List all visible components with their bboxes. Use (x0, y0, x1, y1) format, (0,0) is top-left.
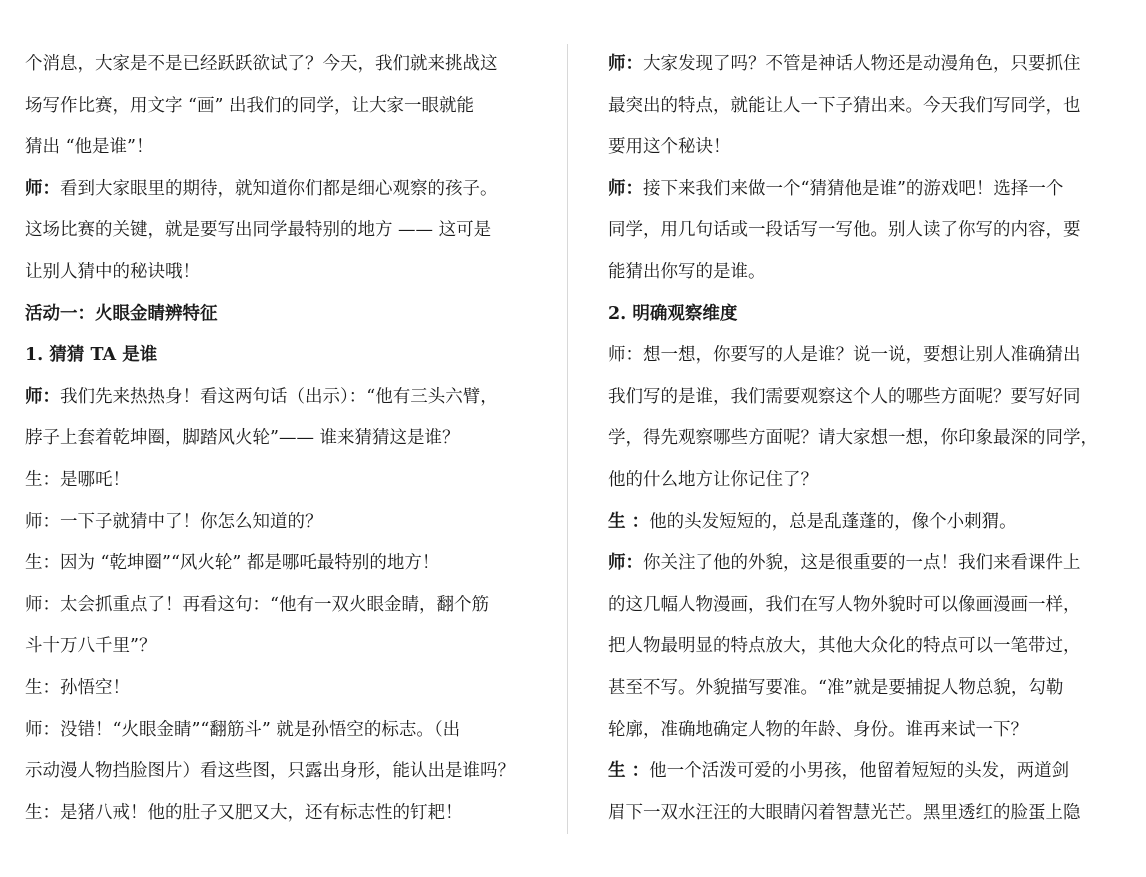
text-line (25, 626, 528, 668)
line-text: 场写作比赛，用文字 “画” 出我们的同学，让大家一眼就能 (25, 95, 475, 116)
line-text: 脖子上套着乾坤圈，脚踏风火轮”—— 谁来猜猜这是谁？ (25, 428, 460, 449)
line-text: 甚至不写。外貌描写要准。“准”就是要捕捉人物总貌，勾勒 (608, 677, 1064, 698)
text-line (25, 502, 528, 544)
line-text: 轮廓，准确地确定人物的年龄、身份。谁再来试一下？ (608, 719, 1028, 740)
line-text: 最突出的特点，就能让人一下子猜出来。今天我们写同学，也 (608, 95, 1081, 116)
text-line (608, 127, 1110, 169)
line-text: 生：是哪吒！ (25, 469, 130, 490)
text-line (25, 86, 528, 128)
text-line (25, 793, 528, 835)
text-line (608, 210, 1110, 252)
line-text: 把人物最明显的特点放大，其他大众化的特点可以一笔带过， (608, 636, 1081, 657)
column-divider (567, 44, 568, 834)
line-text: 示动漫人物挡脸图片）看这些图，只露出身形，能认出是谁吗？ (25, 761, 515, 782)
line-text: 接下来我们来做一个“猜猜他是谁”的游戏吧！选择一个 (643, 178, 1064, 199)
text-line (608, 668, 1110, 710)
line-text: 看到大家眼里的期待，就知道你们都是细心观察的孩子。 (60, 178, 498, 199)
text-line (608, 502, 1110, 544)
text-line (25, 377, 528, 419)
line-text: 学，得先观察哪些方面呢？请大家想一想，你印象最深的同学， (608, 428, 1098, 449)
text-line (25, 585, 528, 627)
line-text: 的这几幅人物漫画，我们在写人物外貌时可以像画漫画一样， (608, 594, 1081, 615)
text-line (25, 668, 528, 710)
text-line (608, 543, 1110, 585)
line-text: 猜出 “他是谁”！ (25, 137, 154, 158)
text-line (608, 418, 1110, 460)
speaker-label: 师： (608, 553, 643, 574)
line-text: 要用这个秘诀！ (608, 137, 731, 158)
line-text: 生：因为 “乾坤圈”“风火轮” 都是哪吒最特别的地方！ (25, 553, 440, 574)
text-line (25, 44, 528, 86)
line-text: 师：想一想，你要写的人是谁？说一说，要想让别人准确猜出 (608, 345, 1081, 366)
line-text: 他的什么地方让你记住了？ (608, 469, 818, 490)
text-line (608, 585, 1110, 627)
text-line (25, 169, 528, 211)
text-line (25, 751, 528, 793)
text-line (608, 377, 1110, 419)
text-line (25, 210, 528, 252)
speaker-label: 师： (25, 386, 60, 407)
text-line (608, 86, 1110, 128)
text-line (608, 169, 1110, 211)
text-line (608, 710, 1110, 752)
line-text: 你关注了他的外貌，这是很重要的一点！我们来看课件上 (643, 553, 1081, 574)
line-text: 大家发现了吗？不管是神话人物还是动漫角色，只要抓住 (643, 54, 1081, 74)
text-line (608, 793, 1110, 835)
text-line (25, 460, 528, 502)
speaker-label: 生 ： (608, 511, 650, 532)
section-heading: 活动一：火眼金睛辨特征 (25, 303, 218, 324)
line-text: 生：孙悟空！ (25, 677, 130, 698)
line-text: 斗十万八千里”？ (25, 636, 157, 657)
text-line (25, 418, 528, 460)
line-text: 个消息，大家是不是已经跃跃欲试了？今天，我们就来挑战这 (25, 54, 498, 74)
line-text: 我们写的是谁，我们需要观察这个人的哪些方面呢？要写好同 (608, 386, 1081, 407)
speaker-label: 生 ： (608, 761, 650, 782)
right-column (608, 44, 1110, 834)
text-line (608, 44, 1110, 86)
text-line (25, 543, 528, 585)
line-text: 他一个活泼可爱的小男孩，他留着短短的头发，两道剑 (649, 761, 1070, 782)
line-text: 师：太会抓重点了！再看这句：“他有一双火眼金睛，翻个筋 (25, 594, 489, 615)
text-line (608, 751, 1110, 793)
line-text: 眉下一双水汪汪的大眼睛闪着智慧光芒。黑里透红的脸蛋上隐 (608, 802, 1081, 823)
line-text: 师：一下子就猜中了！你怎么知道的？ (25, 511, 323, 532)
speaker-label: 师： (25, 178, 60, 199)
left-column (25, 44, 528, 834)
line-text: 让别人猜中的秘诀哦！ (25, 261, 200, 282)
text-line (608, 252, 1110, 294)
line-text: 他的头发短短的，总是乱蓬蓬的，像个小刺猬。 (649, 511, 1017, 532)
line-text: 能猜出你写的是谁。 (608, 261, 766, 282)
line-text: 我们先来热热身！看这两句话（出示）：“他有三头六臂， (60, 386, 498, 407)
speaker-label: 师： (608, 54, 643, 74)
text-line (25, 127, 528, 169)
text-line (608, 335, 1110, 377)
text-line (608, 626, 1110, 668)
section-heading: 2. 明确观察维度 (608, 303, 738, 324)
text-line (25, 252, 528, 294)
line-text: 这场比赛的关键，就是要写出同学最特别的地方 —— 这可是 (25, 220, 492, 241)
line-text: 同学，用几句话或一段话写一写他。别人读了你写的内容，要 (608, 220, 1081, 241)
text-line (608, 460, 1110, 502)
section-heading: 1. 猜猜 TA 是谁 (25, 345, 158, 366)
text-line (25, 710, 528, 752)
line-text: 生：是猪八戒！他的肚子又肥又大，还有标志性的钉耙！ (25, 802, 463, 823)
speaker-label: 师： (608, 178, 643, 199)
line-text: 师：没错！“火眼金睛”“翻筋斗” 就是孙悟空的标志。（出 (25, 719, 461, 740)
